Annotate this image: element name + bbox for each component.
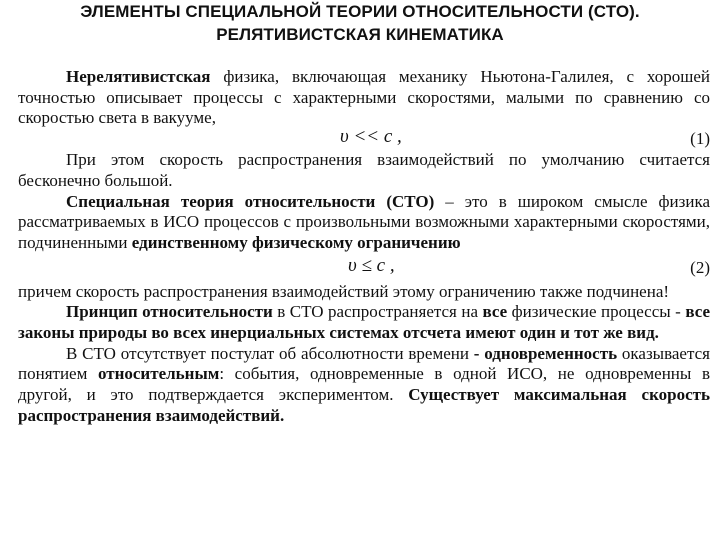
paragraph-text: – это в широком смысле физика рассматриваемых в ИСО процессов с произвольными возможными характерными скоростями, подчиненными xyxy=(18,191,710,252)
document-body xyxy=(18,67,710,427)
paragraph-nonrelativistic xyxy=(18,67,710,129)
equation-1-formula: υ << c , xyxy=(340,126,402,148)
paragraph-interaction-speed: При этом скорость распространения взаимодействий по умолчанию считается бесконечно большой. xyxy=(18,150,710,190)
title-line-2: РЕЛЯТИВИСТСКАЯ КИНЕМАТИКА xyxy=(216,25,504,44)
term-relativity-principle: Принцип относительности xyxy=(66,302,273,322)
term-max-speed: Существует максимальная скорость распространения взаимодействий. xyxy=(18,385,710,425)
equation-2 xyxy=(18,254,710,279)
paragraph-text: : события, одновременные в одной ИСО, не одновременны в другой, и это подтверждается экспериментом. xyxy=(18,364,710,405)
paragraph-text: физические процессы - xyxy=(507,302,686,322)
paragraph-text: в СТО распространяется на xyxy=(272,302,483,322)
equation-2-number: (2) xyxy=(690,257,710,277)
paragraph-relativity-principle xyxy=(18,302,710,343)
term-simultaneity: - одновременность xyxy=(473,343,618,363)
paragraph-limit-note: причем скорость распространения взаимодействий этому ограничению также подчинена! xyxy=(18,281,670,301)
term-sto: Специальная теория относительности (СТО) xyxy=(66,191,435,211)
paragraph-text: В СТО отсутствует постулат об абсолютности времени xyxy=(66,343,474,363)
title-line-1: ЭЛЕМЕНТЫ СПЕЦИАЛЬНОЙ ТЕОРИИ ОТНОСИТЕЛЬНОСТИ (СТО). xyxy=(80,2,640,21)
term-single-limit: единственному физическому ограничению xyxy=(131,232,461,252)
paragraph-text: оказывается понятием xyxy=(18,343,710,384)
paragraph-simultaneity xyxy=(18,344,710,427)
term-all-laws: все законы природы во всех инерциальных системах отсчета имеют один и тот же вид. xyxy=(18,302,710,343)
equation-1 xyxy=(18,126,710,150)
term-relative: относительным xyxy=(97,364,220,384)
paragraph-sto-definition xyxy=(18,192,710,254)
term-nonrelativistic: Нерелятивистская xyxy=(66,67,211,86)
equation-2-formula: υ ≤ c , xyxy=(348,254,395,276)
equation-1-number: (1) xyxy=(690,129,710,149)
term-all: все xyxy=(482,302,508,322)
paragraph-text: физика, включающая механику Ньютона-Галилея, с хорошей точностью описывает процессы с характерными скоростями, малыми по сравнению со скоростью света в вакууме, xyxy=(18,67,710,128)
